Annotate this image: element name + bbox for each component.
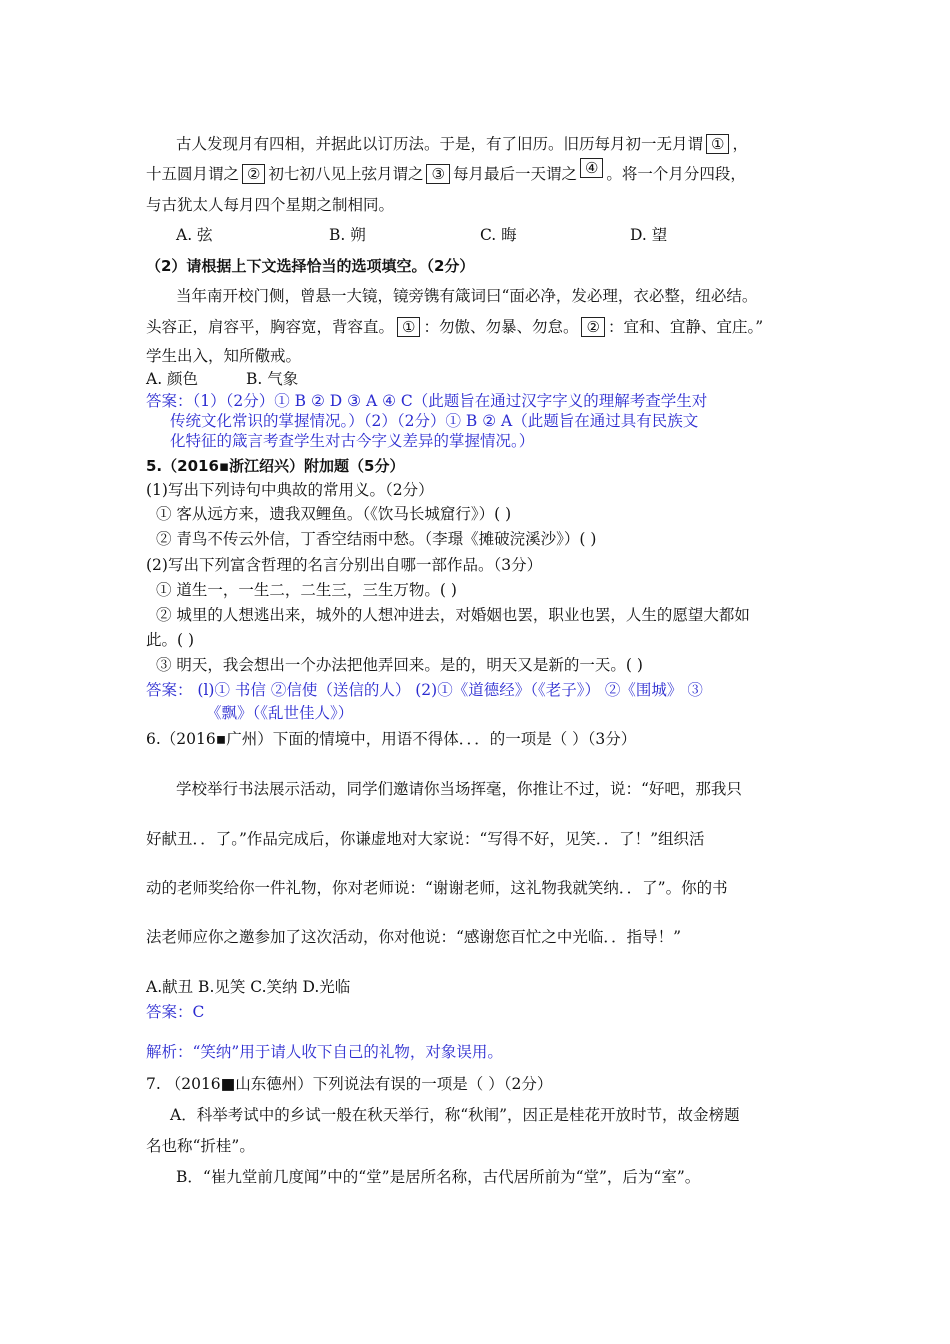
q-mirror-text: ：勿傲、勿暴、勿怠。 xyxy=(423,318,579,336)
q6-answer: 答案：C xyxy=(146,1003,205,1021)
q6-heading: 6.（2016▪广州）下面的情境中，用语不得体．．．的一项是（ ）（3分） xyxy=(146,730,637,748)
blank-box-1: ① xyxy=(397,317,420,337)
q7-option-a-line2: 名也称“折桂”。 xyxy=(146,1137,255,1155)
blank-box-2: ② xyxy=(581,317,604,337)
q5-part2-item2-line2: 此。( ) xyxy=(146,631,195,649)
q7-heading: 7. （2016■山东德州）下列说法有误的一项是（ ）（2分） xyxy=(146,1075,553,1093)
q-moon-option-b: B. 朔 xyxy=(329,226,366,244)
answer-4-line1: 答案：（1）（2分）① B ② D ③ A ④ C（此题旨在通过汉字字义的理解考查学生对 xyxy=(146,392,708,410)
q-moon-line1 xyxy=(176,134,748,154)
q-mirror-heading: （2）请根据上下文选择恰当的选项填空。（2分） xyxy=(146,257,475,275)
q-moon-text: 初七初八见上弦月谓之 xyxy=(268,165,424,183)
q-mirror-line2 xyxy=(146,317,763,337)
q7-option-a-line1: A．科举考试中的乡试一般在秋天举行，称“秋闱”，因正是桂花开放时节，故金榜题 xyxy=(170,1106,740,1124)
q6-para-line2: 好献丑．．了。”作品完成后，你谦虚地对大家说：“写得不好，见笑．．了！”组织活 xyxy=(146,830,705,848)
q-moon-line2 xyxy=(146,159,746,184)
q-moon-text: ， xyxy=(732,135,748,153)
q-mirror-line3: 学生出入，知所儆戒。 xyxy=(146,347,302,365)
q-moon-option-c: C. 晦 xyxy=(480,226,517,244)
q6-para-line4: 法老师应你之邀参加了这次活动，你对他说：“感谢您百忙之中光临．．指导！” xyxy=(146,928,682,946)
q5-part2-item1: ① 道生一，一生二，二生三，三生万物。( ) xyxy=(156,581,457,599)
q6-para-line1: 学校举行书法展示活动，同学们邀请你当场挥毫，你推让不过，说：“好吧，那我只 xyxy=(176,780,742,798)
q-mirror-text: 头容正，肩容平，胸容宽，背容直。 xyxy=(146,318,395,336)
blank-box-2: ② xyxy=(242,164,265,184)
q5-answer-line1: 答案： (l)① 书信 ②信使（送信的人） (2)①《道德经》（《老子》） ②《围城》 ③ xyxy=(146,681,703,699)
q6-para-line3: 动的老师奖给你一件礼物，你对老师说：“谢谢老师，这礼物我就笑纳．．了”。你的书 xyxy=(146,879,728,897)
q5-part2-item3: ③ 明天，我会想出一个办法把他弄回来。是的，明天又是新的一天。( ) xyxy=(156,656,643,674)
q7-option-b-line1: B．“崔九堂前几度闻”中的“堂”是居所名称，古代居所前为“堂”，后为“室”。 xyxy=(176,1168,701,1186)
q-moon-line3: 与古犹太人每月四个星期之制相同。 xyxy=(146,196,395,214)
q5-answer-line2: 《飘》（《乱世佳人》） xyxy=(206,704,354,722)
q-moon-option-d: D. 望 xyxy=(630,226,668,244)
q-moon-text: 古人发现月有四相，并据此以订历法。于是，有了旧历。旧历每月初一无月谓 xyxy=(176,135,704,153)
q-moon-text: 。将一个月分四段， xyxy=(606,165,746,183)
answer-4-line3: 化特征的箴言考查学生对古今字义差异的掌握情况。） xyxy=(170,432,535,450)
q-mirror-option-a: A. 颜色 xyxy=(146,370,199,388)
q6-analysis: 解析：“笑纳”用于请人收下自己的礼物，对象误用。 xyxy=(146,1043,503,1061)
q-moon-option-a: A. 弦 xyxy=(176,226,213,244)
blank-box-1: ① xyxy=(706,134,729,154)
q5-part2-item2-line1: ② 城里的人想逃出来，城外的人想冲进去，对婚姻也罢，职业也罢，人生的愿望大都如 xyxy=(156,606,750,624)
q5-part1: (1)写出下列诗句中典故的常用义。（2分） xyxy=(146,481,434,499)
q-mirror-text: ：宜和、宜静、宜庄。” xyxy=(607,318,764,336)
q-mirror-option-b: B. 气象 xyxy=(246,370,299,388)
q5-part1-item1: ① 客从远方来，遗我双鲤鱼。（《饮马长城窟行》）( ) xyxy=(156,505,512,523)
q5-heading: 5.（2016▪浙江绍兴）附加题（5分） xyxy=(146,457,405,475)
q5-part2: (2)写出下列富含哲理的名言分别出自哪一部作品。（3分） xyxy=(146,556,543,574)
q-moon-text: 十五圆月谓之 xyxy=(146,165,240,183)
answer-4-line2: 传统文化常识的掌握情况。）（2）（2分）① B ② A（此题旨在通过具有民族文 xyxy=(170,412,699,430)
q-mirror-line1: 当年南开校门侧，曾悬一大镜，镜旁镌有箴词曰“面必净，发必理，衣必整，纽必结。 xyxy=(176,287,758,305)
q5-part1-item2: ② 青鸟不传云外信，丁香空结雨中愁。（李璟《摊破浣溪沙》）( ) xyxy=(156,530,597,548)
blank-box-4: ④ xyxy=(580,158,603,178)
q6-options: A.献丑 B.见笑 C.笑纳 D.光临 xyxy=(146,978,351,996)
blank-box-3: ③ xyxy=(426,164,449,184)
q-moon-text: 每月最后一天谓之 xyxy=(452,165,577,183)
